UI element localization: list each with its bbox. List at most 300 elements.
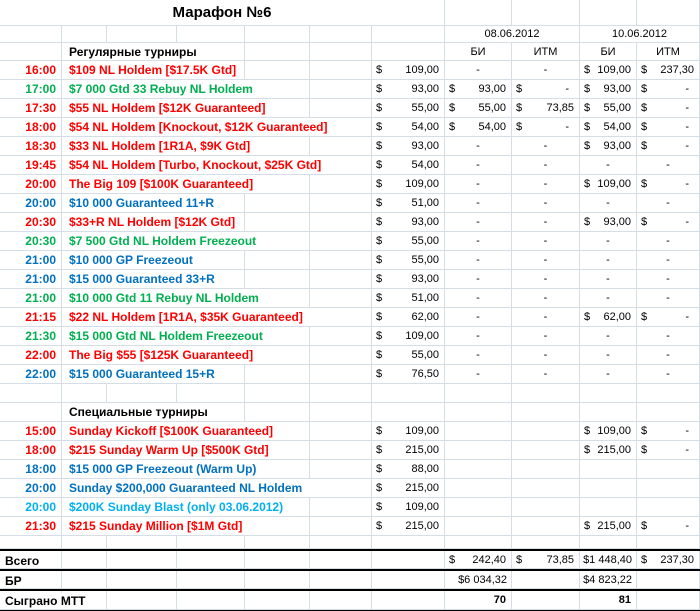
buyin-cell[interactable] xyxy=(372,365,445,384)
grid-cell xyxy=(62,384,107,403)
date2-bi-cell[interactable] xyxy=(580,61,637,80)
col-header-bi-2[interactable]: БИ xyxy=(580,43,637,61)
date2-itm-cell[interactable] xyxy=(637,327,700,346)
currency-sign: $ xyxy=(449,121,456,133)
date1-bi-cell xyxy=(445,460,512,479)
date1-bi-cell[interactable] xyxy=(445,213,512,232)
time-cell[interactable]: 22:00 xyxy=(0,346,62,365)
date2-bi-cell[interactable] xyxy=(580,571,637,589)
grid-cell xyxy=(245,591,310,610)
currency-sign: $ xyxy=(376,520,383,532)
amount-value: 93,00 xyxy=(478,83,506,95)
date1-bi-cell[interactable] xyxy=(445,251,512,270)
amount-value: $1 448,40 xyxy=(583,553,632,566)
date1-bi-cell[interactable] xyxy=(445,118,512,137)
col-header-bi-1[interactable]: БИ xyxy=(445,43,512,61)
currency-sign: $ xyxy=(516,121,523,133)
buyin-cell[interactable] xyxy=(372,346,445,365)
section-header[interactable]: Специальные турниры xyxy=(63,403,216,421)
date1-itm-cell[interactable] xyxy=(512,270,580,289)
date1-bi-cell[interactable] xyxy=(445,270,512,289)
date2-itm-cell[interactable] xyxy=(637,270,700,289)
date1-bi-cell[interactable] xyxy=(445,137,512,156)
dash-value: - xyxy=(476,178,480,190)
grid-cell xyxy=(310,194,372,213)
title-row xyxy=(0,0,700,26)
date1-itm-cell xyxy=(512,422,580,441)
dash-value: - xyxy=(565,121,569,133)
time-cell[interactable]: 18:00 xyxy=(0,441,62,460)
amount-value: 109,00 xyxy=(405,425,439,437)
date1-bi-cell xyxy=(445,479,512,498)
col-header-itm-1[interactable]: ИТМ xyxy=(512,43,580,61)
dash-value: - xyxy=(476,292,480,304)
tournament-name[interactable]: $33 NL Holdem [1R1A, $9K Gtd] xyxy=(63,137,258,155)
time-cell[interactable]: 17:00 xyxy=(0,80,62,99)
amount-value: 109,00 xyxy=(405,501,439,513)
date2-bi-cell[interactable] xyxy=(580,591,637,610)
tournament-name[interactable]: $10 000 Gtd 11 Rebuy NL Holdem xyxy=(63,289,267,307)
dash-value: - xyxy=(685,121,689,133)
amount-value: 55,00 xyxy=(478,102,506,114)
buyin-cell[interactable] xyxy=(372,479,445,498)
date2-itm-cell[interactable] xyxy=(637,80,700,99)
grid-cell xyxy=(245,213,310,232)
footer-label[interactable]: БР xyxy=(5,573,32,588)
amount-value: 215,00 xyxy=(405,482,439,494)
footer-label[interactable]: Всего xyxy=(5,553,49,568)
grid-cell xyxy=(245,194,310,213)
date2-itm-cell[interactable] xyxy=(637,175,700,194)
tournament-name[interactable]: $7 500 Gtd NL Holdem Freezeout xyxy=(63,232,264,250)
buyin-cell[interactable] xyxy=(372,175,445,194)
dash-value: - xyxy=(476,64,480,76)
tournament-name[interactable]: Sunday $200,000 Guaranteed NL Holdem xyxy=(63,479,310,497)
dash-value: - xyxy=(606,349,610,361)
date1-itm-cell[interactable] xyxy=(512,156,580,175)
date1-bi-cell[interactable] xyxy=(445,99,512,118)
buyin-cell[interactable] xyxy=(372,308,445,327)
time-cell[interactable]: 17:30 xyxy=(0,99,62,118)
footer-label[interactable]: Сыграно МТТ xyxy=(5,593,95,609)
date2-bi-cell[interactable] xyxy=(580,327,637,346)
tournament-name[interactable]: $7 000 Gtd 33 Rebuy NL Holdem xyxy=(63,80,261,98)
buyin-cell[interactable] xyxy=(372,194,445,213)
tournament-name[interactable]: $215 Sunday Warm Up [$500K Gtd] xyxy=(63,441,277,459)
date2-itm-cell[interactable] xyxy=(637,517,700,536)
currency-sign: $ xyxy=(376,140,383,152)
currency-sign: $ xyxy=(641,553,648,566)
date1-bi-cell[interactable] xyxy=(445,61,512,80)
grid-cell xyxy=(310,346,372,365)
dash-value: - xyxy=(606,254,610,266)
date1-itm-cell[interactable] xyxy=(512,551,580,569)
date2-itm-cell[interactable] xyxy=(637,346,700,365)
date1-itm-cell xyxy=(512,591,580,610)
date2-bi-cell[interactable] xyxy=(580,137,637,156)
grid-cell xyxy=(372,571,445,589)
date1-itm-cell[interactable] xyxy=(512,99,580,118)
date1-bi-cell[interactable] xyxy=(445,175,512,194)
grid-cell xyxy=(310,213,372,232)
date2-bi-cell[interactable] xyxy=(580,213,637,232)
currency-sign: $ xyxy=(376,235,383,247)
time-cell[interactable]: 20:00 xyxy=(0,498,62,517)
dash-value: - xyxy=(685,102,689,114)
currency-sign: $ xyxy=(584,311,591,323)
date1-itm-cell[interactable] xyxy=(512,365,580,384)
spacer-row xyxy=(0,384,700,403)
buyin-cell[interactable] xyxy=(372,61,445,80)
amount-value: 237,30 xyxy=(660,64,694,76)
tournament-name[interactable]: $55 NL Holdem [$12K Guaranteed] xyxy=(63,99,274,117)
tournament-name[interactable]: $10 000 GP Freezeout xyxy=(63,251,201,269)
date1-bi-cell[interactable] xyxy=(445,232,512,251)
date2-bi-cell[interactable] xyxy=(580,156,637,175)
tournament-name[interactable]: $109 NL Holdem [$17.5K Gtd] xyxy=(63,61,244,79)
date-header-1[interactable]: 08.06.2012 xyxy=(445,26,580,43)
date-header-2[interactable]: 10.06.2012 xyxy=(580,26,700,43)
tournament-name[interactable]: $15 000 GP Freezeout (Warm Up) xyxy=(63,460,264,478)
currency-sign: $ xyxy=(376,121,383,133)
count-value: 70 xyxy=(493,594,506,606)
buyin-cell[interactable] xyxy=(372,156,445,175)
date2-bi-cell[interactable] xyxy=(580,232,637,251)
currency-sign: $ xyxy=(376,425,383,437)
date1-itm-cell xyxy=(512,571,580,589)
date1-itm-cell[interactable] xyxy=(512,327,580,346)
dash-value: - xyxy=(685,216,689,228)
date2-itm-cell[interactable] xyxy=(637,213,700,232)
time-cell[interactable]: 21:00 xyxy=(0,270,62,289)
grid-cell xyxy=(310,308,372,327)
date1-bi-cell[interactable] xyxy=(445,365,512,384)
currency-sign: $ xyxy=(584,140,591,152)
date2-itm-cell[interactable] xyxy=(637,61,700,80)
currency-sign: $ xyxy=(376,197,383,209)
tournament-row xyxy=(0,213,700,232)
tournament-row xyxy=(0,441,700,460)
spacer-row xyxy=(0,536,700,549)
currency-sign: $ xyxy=(641,121,648,133)
date1-itm-cell[interactable] xyxy=(512,194,580,213)
dash-value: - xyxy=(666,273,670,285)
dash-value: - xyxy=(476,273,480,285)
col-header-itm-2[interactable]: ИТМ xyxy=(637,43,700,61)
date1-bi-cell xyxy=(445,517,512,536)
date1-bi-cell[interactable] xyxy=(445,551,512,569)
time-cell[interactable]: 20:30 xyxy=(0,232,62,251)
date2-itm-cell[interactable] xyxy=(637,156,700,175)
date2-bi-cell[interactable] xyxy=(580,441,637,460)
date2-bi-cell[interactable] xyxy=(580,422,637,441)
tournament-name[interactable]: $15 000 Guaranteed 33+R xyxy=(63,270,223,288)
grid-cell xyxy=(445,403,512,422)
dash-value: - xyxy=(543,64,548,76)
grid-cell xyxy=(177,591,245,610)
tournament-row xyxy=(0,270,700,289)
date2-itm-cell[interactable] xyxy=(637,194,700,213)
buyin-cell[interactable] xyxy=(372,118,445,137)
date2-itm-cell[interactable] xyxy=(637,289,700,308)
date2-itm-cell[interactable] xyxy=(637,99,700,118)
dash-value: - xyxy=(543,159,548,171)
date2-bi-cell[interactable] xyxy=(580,289,637,308)
tournament-row xyxy=(0,118,700,137)
time-cell[interactable]: 20:30 xyxy=(0,213,62,232)
dash-value: - xyxy=(476,159,480,171)
date2-bi-cell[interactable] xyxy=(580,251,637,270)
grid-cell xyxy=(310,460,372,479)
date2-itm-cell[interactable] xyxy=(637,365,700,384)
grid-cell xyxy=(310,99,372,118)
date1-bi-cell xyxy=(445,498,512,517)
amount-value: 54,00 xyxy=(603,121,631,133)
buyin-cell[interactable] xyxy=(372,270,445,289)
tournament-name[interactable]: $33+R NL Holdem [$12K Gtd] xyxy=(63,213,243,231)
buyin-cell[interactable] xyxy=(372,80,445,99)
grid-cell xyxy=(107,536,177,549)
date2-bi-cell[interactable] xyxy=(580,517,637,536)
amount-value: 88,00 xyxy=(411,463,439,475)
tournament-name[interactable]: $54 NL Holdem [Knockout, $12K Guaranteed] xyxy=(63,118,336,136)
date1-itm-cell[interactable] xyxy=(512,118,580,137)
dash-value: - xyxy=(685,311,689,323)
currency-sign: $ xyxy=(584,425,591,437)
grid-cell xyxy=(310,232,372,251)
buyin-cell[interactable] xyxy=(372,327,445,346)
column-header-row xyxy=(0,43,700,61)
grid-cell xyxy=(372,43,445,61)
date1-itm-cell[interactable] xyxy=(512,137,580,156)
grid-cell xyxy=(245,43,310,61)
grid-cell xyxy=(0,403,62,422)
date1-itm-cell[interactable] xyxy=(512,308,580,327)
amount-value: 215,00 xyxy=(597,444,631,456)
dash-value: - xyxy=(666,254,670,266)
currency-sign: $ xyxy=(641,444,648,456)
buyin-cell[interactable] xyxy=(372,137,445,156)
buyin-cell[interactable] xyxy=(372,441,445,460)
currency-sign: $ xyxy=(516,83,523,95)
time-cell[interactable]: 18:00 xyxy=(0,118,62,137)
date2-bi-cell[interactable] xyxy=(580,175,637,194)
section-header[interactable]: Регулярные турниры xyxy=(63,43,205,60)
tournament-row xyxy=(0,327,700,346)
date1-itm-cell[interactable] xyxy=(512,80,580,99)
time-cell[interactable]: 21:15 xyxy=(0,308,62,327)
grid-cell xyxy=(177,571,245,589)
time-cell[interactable]: 21:00 xyxy=(0,251,62,270)
date2-itm-cell[interactable] xyxy=(637,422,700,441)
date2-bi-cell[interactable] xyxy=(580,99,637,118)
dash-value: - xyxy=(543,178,548,190)
tournament-name[interactable]: $15 000 Gtd NL Holdem Freezeout xyxy=(63,327,271,345)
date2-itm-cell[interactable] xyxy=(637,551,700,569)
grid-cell xyxy=(372,384,445,403)
date1-itm-cell xyxy=(512,517,580,536)
time-cell[interactable]: 18:00 xyxy=(0,460,62,479)
date2-bi-cell[interactable] xyxy=(580,551,637,569)
time-cell[interactable]: 18:30 xyxy=(0,137,62,156)
tournament-name[interactable]: $54 NL Holdem [Turbo, Knockout, $25K Gtd] xyxy=(63,156,329,174)
currency-sign: $ xyxy=(376,178,383,190)
amount-value: 55,00 xyxy=(411,349,439,361)
date2-itm-cell[interactable] xyxy=(637,441,700,460)
date2-bi-cell[interactable] xyxy=(580,365,637,384)
currency-sign: $ xyxy=(584,178,591,190)
dash-value: - xyxy=(606,368,610,380)
tournament-name[interactable]: The Big $55 [$125K Guaranteed] xyxy=(63,346,261,364)
dash-value: - xyxy=(476,235,480,247)
grid-cell xyxy=(637,403,700,422)
grid-cell xyxy=(62,551,107,569)
currency-sign: $ xyxy=(376,444,383,456)
grid-cell xyxy=(107,551,177,569)
amount-value: 93,00 xyxy=(411,83,439,95)
amount-value: 51,00 xyxy=(411,292,439,304)
date1-itm-cell[interactable] xyxy=(512,346,580,365)
time-cell[interactable]: 22:00 xyxy=(0,365,62,384)
dash-value: - xyxy=(476,330,480,342)
currency-sign: $ xyxy=(376,102,383,114)
date1-itm-cell[interactable] xyxy=(512,289,580,308)
time-cell[interactable]: 16:00 xyxy=(0,61,62,80)
grid-cell xyxy=(62,26,107,43)
grid-cell xyxy=(107,26,177,43)
tournament-name[interactable]: $215 Sunday Million [$1M Gtd] xyxy=(63,517,250,535)
grid-cell xyxy=(177,384,245,403)
date1-bi-cell[interactable] xyxy=(445,80,512,99)
date2-itm-cell xyxy=(637,498,700,517)
tournament-name[interactable]: $22 NL Holdem [1R1A, $35K Guaranteed] xyxy=(63,308,311,326)
time-cell[interactable]: 21:30 xyxy=(0,327,62,346)
date1-itm-cell[interactable] xyxy=(512,251,580,270)
dash-value: - xyxy=(543,292,548,304)
tournament-row xyxy=(0,365,700,384)
date2-itm-cell[interactable] xyxy=(637,308,700,327)
date1-bi-cell[interactable] xyxy=(445,591,512,610)
date2-itm-cell[interactable] xyxy=(637,232,700,251)
date2-itm-cell[interactable] xyxy=(637,251,700,270)
buyin-cell[interactable] xyxy=(372,498,445,517)
grid-cell xyxy=(445,0,512,26)
date1-bi-cell[interactable] xyxy=(445,156,512,175)
time-cell[interactable]: 20:00 xyxy=(0,479,62,498)
tournament-name[interactable]: $200K Sunday Blast (only 03.06.2012) xyxy=(63,498,291,516)
grid-cell xyxy=(310,26,372,43)
currency-sign: $ xyxy=(376,368,383,380)
date1-bi-cell[interactable] xyxy=(445,571,512,589)
buyin-cell[interactable] xyxy=(372,251,445,270)
date2-itm-cell[interactable] xyxy=(637,137,700,156)
dash-value: - xyxy=(666,349,670,361)
time-cell[interactable]: 20:00 xyxy=(0,175,62,194)
date1-itm-cell[interactable] xyxy=(512,213,580,232)
dash-value: - xyxy=(666,368,670,380)
date1-itm-cell[interactable] xyxy=(512,232,580,251)
amount-value: 93,00 xyxy=(603,83,631,95)
time-cell[interactable]: 21:30 xyxy=(0,517,62,536)
grid-cell xyxy=(310,43,372,61)
buyin-cell[interactable] xyxy=(372,289,445,308)
dash-value: - xyxy=(476,140,480,152)
amount-value: 93,00 xyxy=(603,140,631,152)
date2-bi-cell[interactable] xyxy=(580,346,637,365)
date1-itm-cell[interactable] xyxy=(512,175,580,194)
buyin-cell[interactable] xyxy=(372,232,445,251)
dash-value: - xyxy=(476,197,480,209)
grid-cell xyxy=(0,26,62,43)
grid-cell xyxy=(310,422,372,441)
date2-bi-cell[interactable] xyxy=(580,270,637,289)
grid-cell xyxy=(445,384,512,403)
date2-bi-cell[interactable] xyxy=(580,194,637,213)
grid-cell xyxy=(580,384,637,403)
page-title[interactable]: Марафон №6 xyxy=(0,0,445,26)
buyin-cell[interactable] xyxy=(372,460,445,479)
dash-value: - xyxy=(543,330,548,342)
amount-value: 54,00 xyxy=(411,121,439,133)
currency-sign: $ xyxy=(641,216,648,228)
currency-sign: $ xyxy=(641,64,648,76)
grid-cell xyxy=(245,384,310,403)
currency-sign: $ xyxy=(641,140,648,152)
date2-bi-cell xyxy=(580,479,637,498)
grid-cell xyxy=(310,441,372,460)
time-cell[interactable]: 15:00 xyxy=(0,422,62,441)
currency-sign: $ xyxy=(376,216,383,228)
buyin-cell[interactable] xyxy=(372,99,445,118)
date1-bi-cell[interactable] xyxy=(445,346,512,365)
time-cell[interactable]: 20:00 xyxy=(0,194,62,213)
tournament-name[interactable]: $15 000 Guaranteed 15+R xyxy=(63,365,223,383)
date1-bi-cell[interactable] xyxy=(445,289,512,308)
buyin-cell[interactable] xyxy=(372,517,445,536)
date1-itm-cell[interactable] xyxy=(512,61,580,80)
date1-bi-cell[interactable] xyxy=(445,308,512,327)
buyin-cell[interactable] xyxy=(372,422,445,441)
currency-sign: $ xyxy=(376,311,383,323)
grid-cell xyxy=(580,536,637,549)
date2-itm-cell[interactable] xyxy=(637,118,700,137)
grid-cell xyxy=(310,551,372,569)
date2-bi-cell[interactable] xyxy=(580,308,637,327)
date1-itm-cell xyxy=(512,498,580,517)
grid-cell xyxy=(310,498,372,517)
date2-bi-cell[interactable] xyxy=(580,80,637,99)
amount-value: 215,00 xyxy=(405,444,439,456)
amount-value: 93,00 xyxy=(603,216,631,228)
date1-bi-cell xyxy=(445,441,512,460)
grid-cell xyxy=(310,591,372,610)
date1-bi-cell[interactable] xyxy=(445,327,512,346)
amount-value: 73,85 xyxy=(546,102,574,114)
tournament-name[interactable]: $10 000 Guaranteed 11+R xyxy=(63,194,222,212)
grid-cell xyxy=(177,26,245,43)
currency-sign: $ xyxy=(584,102,591,114)
tournament-name[interactable]: The Big 109 [$100K Guaranteed] xyxy=(63,175,261,193)
time-cell[interactable]: 19:45 xyxy=(0,156,62,175)
date2-bi-cell[interactable] xyxy=(580,118,637,137)
currency-sign: $ xyxy=(641,520,648,532)
date1-bi-cell[interactable] xyxy=(445,194,512,213)
buyin-cell[interactable] xyxy=(372,213,445,232)
dash-value: - xyxy=(543,235,548,247)
time-cell[interactable]: 21:00 xyxy=(0,289,62,308)
grid-cell xyxy=(245,517,310,536)
tournament-name[interactable]: Sunday Kickoff [$100K Guaranteed] xyxy=(63,422,281,440)
